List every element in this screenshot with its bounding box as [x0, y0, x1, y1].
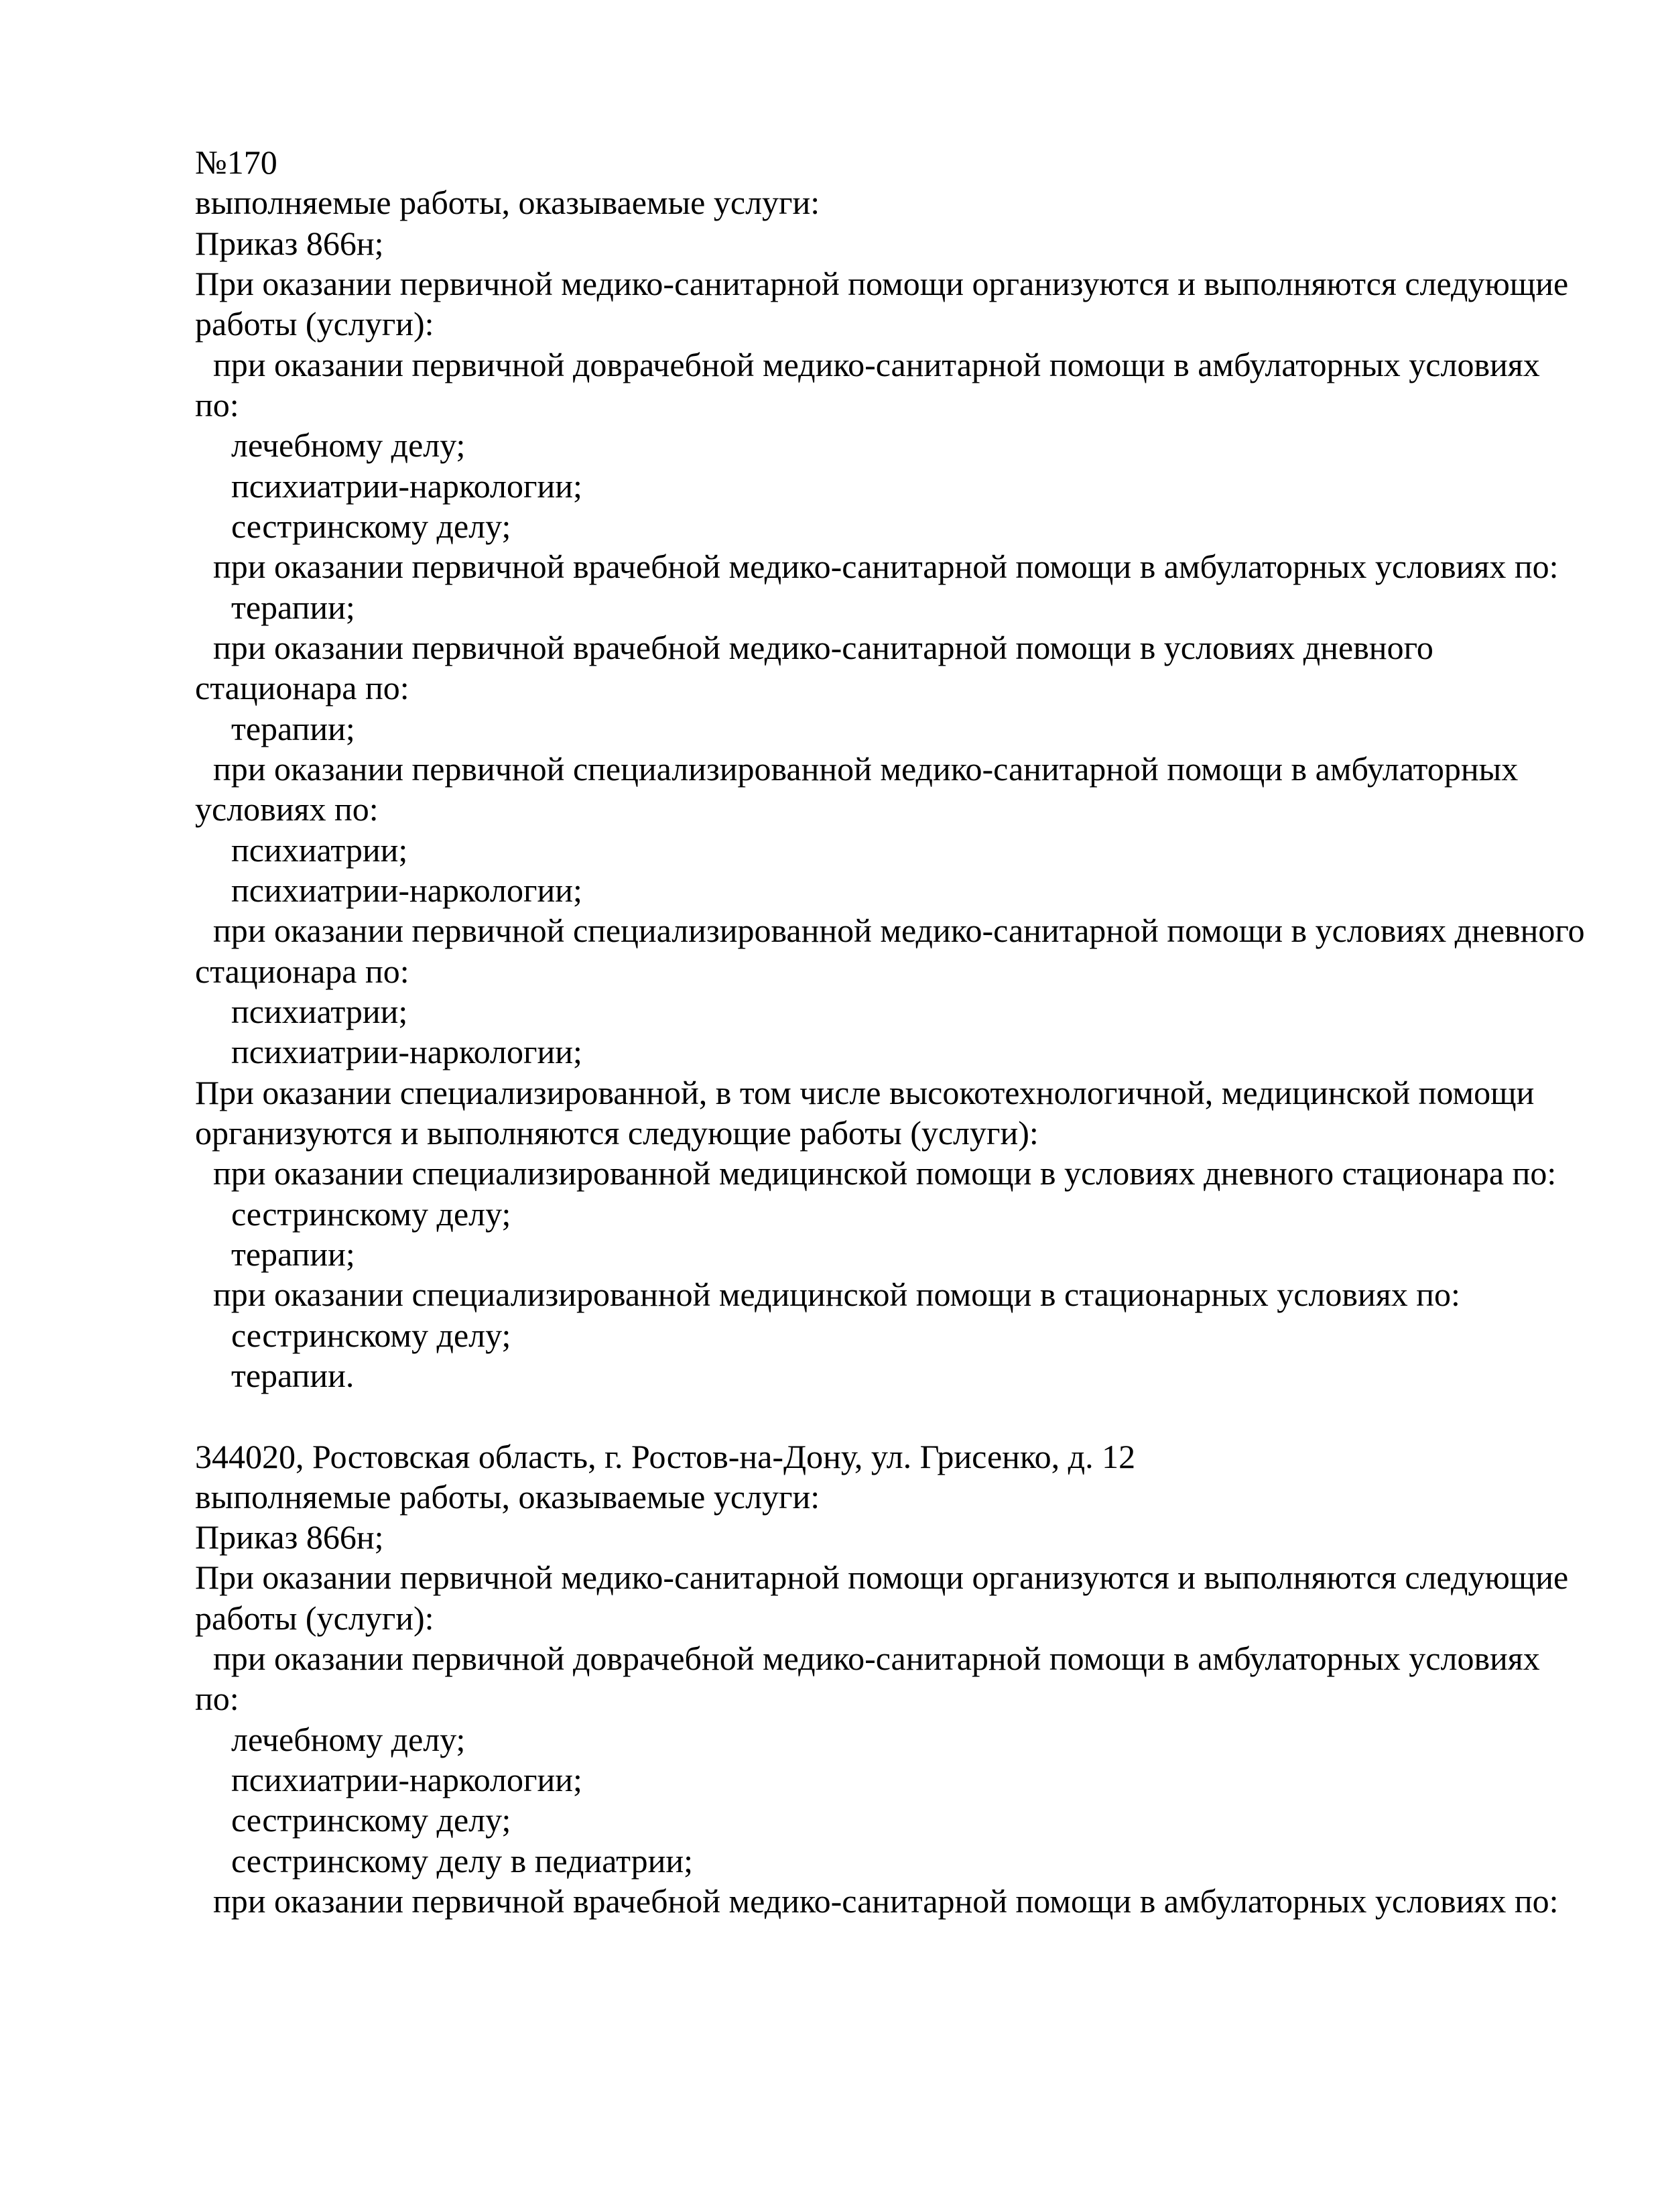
- document-line: при оказании первичной врачебной медико-санитарной помощи в условиях дневного: [213, 628, 1433, 666]
- document-line: при оказании первичной врачебной медико-санитарной помощи в амбулаторных условиях по:: [213, 1882, 1559, 1920]
- document-line: лечебному делу;: [231, 426, 466, 465]
- document-line: условиях по:: [195, 790, 379, 828]
- document-line: организуются и выполняются следующие работы (услуги):: [195, 1113, 1039, 1152]
- document-line: психиатрии-наркологии;: [231, 1033, 582, 1071]
- document-line: при оказании первичной врачебной медико-санитарной помощи в амбулаторных условиях по:: [213, 548, 1559, 586]
- document-line: выполняемые работы, оказываемые услуги:: [195, 184, 820, 222]
- document-line: сестринскому делу;: [231, 507, 511, 545]
- document-line: при оказании специализированной медицинской помощи в условиях дневного стационара по:: [213, 1154, 1557, 1192]
- document-line: терапии;: [231, 588, 355, 626]
- document-line: Приказ 866н;: [195, 224, 384, 262]
- document-line: сестринскому делу;: [231, 1801, 511, 1839]
- document-line: при оказании первичной доврачебной медико-санитарной помощи в амбулаторных условиях: [213, 1640, 1540, 1678]
- document-line: при оказании первичной доврачебной медико-санитарной помощи в амбулаторных условиях: [213, 345, 1540, 383]
- document-line: стационара по:: [195, 952, 409, 990]
- document-line: при оказании специализированной медицинской помощи в стационарных условиях по:: [213, 1276, 1460, 1314]
- document-line: При оказании специализированной, в том числе высокотехнологичной, медицинской помощи: [195, 1073, 1535, 1111]
- document-line: психиатрии-наркологии;: [231, 467, 582, 505]
- document-line: [195, 1396, 1662, 1436]
- document-line: Приказ 866н;: [195, 1518, 384, 1556]
- document-line: психиатрии;: [231, 831, 408, 869]
- document-line: При оказании первичной медико-санитарной помощи организуются и выполняются следующие: [195, 1558, 1569, 1597]
- document-line: по:: [195, 1680, 239, 1718]
- document-line: выполняемые работы, оказываемые услуги:: [195, 1477, 820, 1516]
- document-line: сестринскому делу;: [231, 1194, 511, 1233]
- document-line: при оказании первичной специализированной медико-санитарной помощи в амбулаторных: [213, 749, 1519, 788]
- document-line: сестринскому делу в педиатрии;: [231, 1841, 693, 1880]
- document-line: терапии;: [231, 709, 355, 747]
- document-line: психиатрии-наркологии;: [231, 871, 582, 909]
- document-line: терапии.: [231, 1356, 355, 1394]
- document-line: психиатрии-наркологии;: [231, 1761, 582, 1799]
- document-line: психиатрии;: [231, 992, 408, 1030]
- document-line: по:: [195, 385, 239, 424]
- license-text-block: [195, 142, 1662, 1921]
- document-line: работы (услуги):: [195, 1599, 434, 1637]
- document-line: №170: [195, 143, 277, 181]
- document-line: лечебному делу;: [231, 1720, 466, 1758]
- document-line: При оказании первичной медико-санитарной помощи организуются и выполняются следующие: [195, 264, 1569, 302]
- document-line: при оказании первичной специализированной медико-санитарной помощи в условиях дневного: [213, 912, 1585, 950]
- document-line: сестринскому делу;: [231, 1316, 511, 1354]
- document-line: стационара по:: [195, 669, 409, 707]
- document-line: терапии;: [231, 1235, 355, 1273]
- document-line: работы (услуги):: [195, 305, 434, 343]
- document-line: 344020, Ростовская область, г. Ростов-на-Дону, ул. Грисенко, д. 12: [195, 1437, 1136, 1475]
